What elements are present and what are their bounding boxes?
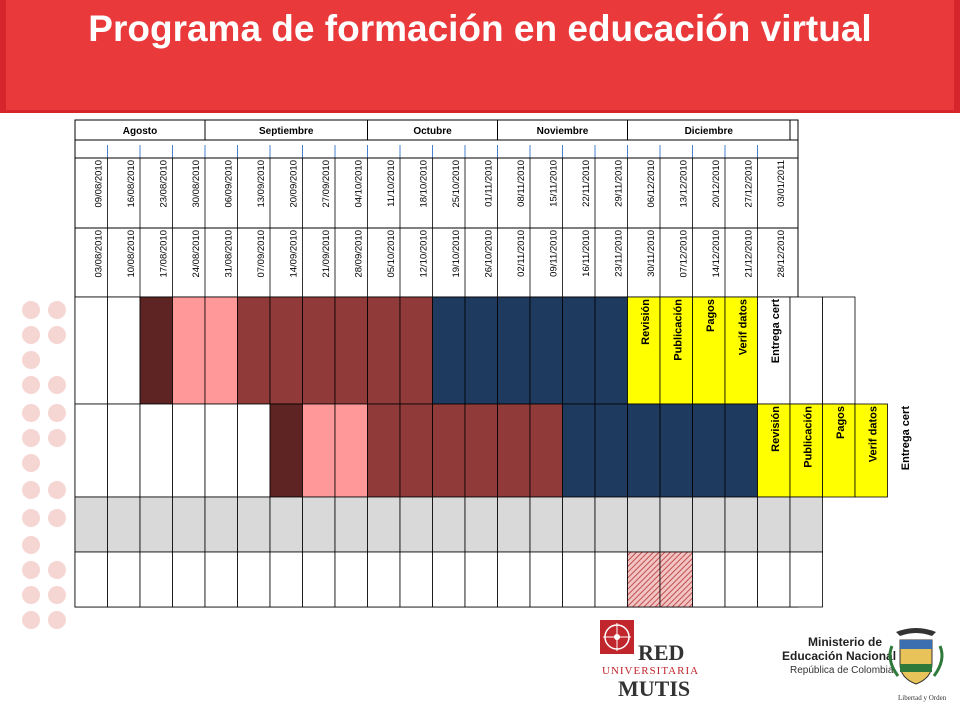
dates-week-end-date: 27/12/2010 [743,160,755,208]
schedule-cell [725,404,758,497]
dates-week-end-date: 27/09/2010 [321,160,332,208]
schedule-cell [335,552,368,607]
dates-week-start-date: 03/08/2010 [93,230,105,278]
dates-week-end-date: 09/08/2010 [93,160,105,208]
schedule-cell [270,497,303,552]
schedule-cell [465,497,498,552]
month-label: Noviembre [536,126,589,137]
dates-week-start-date: 21/12/2010 [743,230,755,278]
dates-week-end-date: 25/10/2010 [451,160,462,208]
schedule-cell [660,404,693,497]
schedule-cell [433,404,466,497]
schedule-cell [790,552,823,607]
ministerio-educacion-logo [776,624,956,716]
schedule-cell [108,404,141,497]
schedule-cell [595,404,628,497]
schedule-cell [335,404,368,497]
schedule-cell [498,497,531,552]
schedule-cell [270,404,303,497]
schedule-cell [628,497,661,552]
phase-label: Revisión [769,406,782,452]
schedule-cell [270,552,303,607]
dates-week-end-date: 22/11/2010 [581,160,592,207]
schedule-cell [400,297,433,404]
schedule-cell [140,404,173,497]
schedule-cell [400,404,433,497]
dates-week-end-date: 15/11/2010 [548,160,560,207]
schedule-cell [563,297,596,404]
phase-label: Pagos [704,299,717,333]
dates-week-start-date: 30/11/2010 [646,230,657,277]
dates-week-start-date: 21/09/2010 [321,230,332,278]
schedule-cell [563,404,596,497]
schedule-cell [205,297,238,404]
schedule-cell [368,404,401,497]
schedule-cell [758,497,791,552]
schedule-cell [530,497,563,552]
schedule-cell [173,552,206,607]
dates-week-start-date: 14/09/2010 [288,230,300,278]
schedule-cell [108,497,141,552]
dates-week-start-date: 05/10/2010 [386,230,397,278]
schedule-cell [368,297,401,404]
schedule-cell [660,497,693,552]
month-label: Agosto [122,126,158,137]
schedule-cell [530,404,563,497]
slide-title: Programa de formación en educación virtual [88,8,872,49]
phase-label: Entrega cert [769,299,782,364]
schedule-cell [238,404,271,497]
ministerio-line2: Educación Nacional [782,649,897,663]
schedule-cell [693,552,726,607]
dates-week-end-date: 06/09/2010 [223,160,235,208]
schedule-cell [303,297,336,404]
schedule-cell [205,552,238,607]
schedule-cell [693,404,726,497]
schedule-cell [465,404,498,497]
schedule-cell [335,497,368,552]
month-label: Septiembre [259,126,314,137]
month-label: Diciembre [684,126,733,137]
phase-label: Publicación [672,299,685,361]
dates-week-end-date: 29/11/2010 [613,160,625,207]
schedule-cell [725,497,758,552]
schedule-cell [595,297,628,404]
schedule-cell [530,552,563,607]
dates-week-start-date: 07/09/2010 [256,230,267,278]
ministerio-line1: Ministerio de [808,635,883,649]
logo-red-line3: MUTIS [618,676,691,701]
schedule-cell [595,497,628,552]
dates-week-start-date: 14/12/2010 [711,230,722,278]
schedule-cell [173,297,206,404]
schedule-cell [140,552,173,607]
schedule-cell [465,552,498,607]
phase-label: Publicación [802,406,815,468]
dates-week-start-date: 28/12/2010 [776,230,787,278]
dates-week-start-date: 31/08/2010 [223,230,235,278]
schedule-cell [205,404,238,497]
schedule-cell [725,552,758,607]
dates-week-start-date: 02/11/2010 [516,230,527,277]
dates-week-start-date: 26/10/2010 [483,230,495,278]
schedule-cell [75,497,108,552]
schedule-cell [108,552,141,607]
schedule-cell [563,497,596,552]
schedule-cell [790,497,823,552]
dates-week-end-date: 13/09/2010 [256,160,267,208]
dates-week-end-date: 01/11/2010 [483,160,495,207]
schedule-cell [433,297,466,404]
schedule-cell [660,552,693,607]
schedule-cell [498,404,531,497]
schedule-cell [368,497,401,552]
dates-week-start-date: 19/10/2010 [451,230,462,278]
coat-of-arms-icon [890,628,942,684]
schedule-cell [433,552,466,607]
schedule-cell [75,404,108,497]
schedule-cell [563,552,596,607]
dates-week-start-date: 12/10/2010 [418,230,430,278]
ministerio-line3: República de Colombia [790,665,894,676]
dates-week-end-date: 11/10/2010 [386,160,397,207]
schedule-cell [75,297,108,404]
schedule-cell [205,497,238,552]
schedule-cell [823,297,856,404]
schedule-cell [238,297,271,404]
logo-red-line2: UNIVERSITARIA [602,665,700,677]
dates-week-end-date: 20/09/2010 [288,160,300,208]
schedule-cell [465,297,498,404]
schedule-cell [173,497,206,552]
schedule-cell [758,552,791,607]
schedule-cell [400,552,433,607]
dates-week-end-date: 06/12/2010 [646,160,657,208]
schedule-cell [628,404,661,497]
phase-label: Verif datos [737,299,750,356]
dates-week-start-date: 23/11/2010 [613,230,625,277]
schedule-cell [303,497,336,552]
schedule-cell [108,297,141,404]
schedule-cell [530,297,563,404]
phase-label: Revisión [639,299,652,345]
schedule-cell [303,404,336,497]
dates-week-end-date: 13/12/2010 [678,160,690,208]
dates-week-start-date: 10/08/2010 [126,230,137,278]
month-label: Octubre [413,126,452,137]
schedule-cell [238,552,271,607]
schedule-cell [270,297,303,404]
blank-row [75,140,798,158]
dates-week-start-date: 28/09/2010 [353,230,365,278]
schedule-cell [498,552,531,607]
dates-week-end-row [75,158,798,228]
schedule-cell [693,497,726,552]
dates-week-start-row [75,228,798,297]
phase-label: Entrega cert [899,406,912,471]
logo-red-line1: RED [638,640,685,665]
schedule-cell [400,497,433,552]
dates-week-end-date: 20/12/2010 [711,160,722,208]
dates-week-start-date: 24/08/2010 [191,230,202,278]
schedule-cell [335,297,368,404]
schedule-cell [628,552,661,607]
dates-week-end-date: 08/11/2010 [516,160,527,207]
schedule-cell [790,297,823,404]
dates-week-end-date: 23/08/2010 [158,160,170,208]
dates-week-start-date: 16/11/2010 [581,230,592,277]
schedule-cell [75,552,108,607]
dates-week-end-date: 03/01/2011 [776,160,787,207]
dates-week-start-date: 07/12/2010 [678,230,690,278]
phase-label: Pagos [834,406,847,440]
schedule-cell [173,404,206,497]
schedule-cell [498,297,531,404]
schedule-cell [140,297,173,404]
schedule-cell [238,497,271,552]
dates-week-end-date: 30/08/2010 [191,160,202,208]
red-universitaria-mutis-logo [598,618,718,710]
phase-label: Verif datos [867,406,880,463]
schedule-cell [140,497,173,552]
dates-week-end-date: 18/10/2010 [418,160,430,208]
ministerio-motto: Libertad y Orden [898,694,947,702]
schedule-cell [595,552,628,607]
dates-week-start-date: 17/08/2010 [158,230,170,278]
dates-week-end-date: 04/10/2010 [353,160,365,208]
dates-week-start-date: 09/11/2010 [548,230,560,277]
schedule-cell [433,497,466,552]
schedule-cell [368,552,401,607]
dates-week-end-date: 16/08/2010 [126,160,137,208]
schedule-cell [303,552,336,607]
